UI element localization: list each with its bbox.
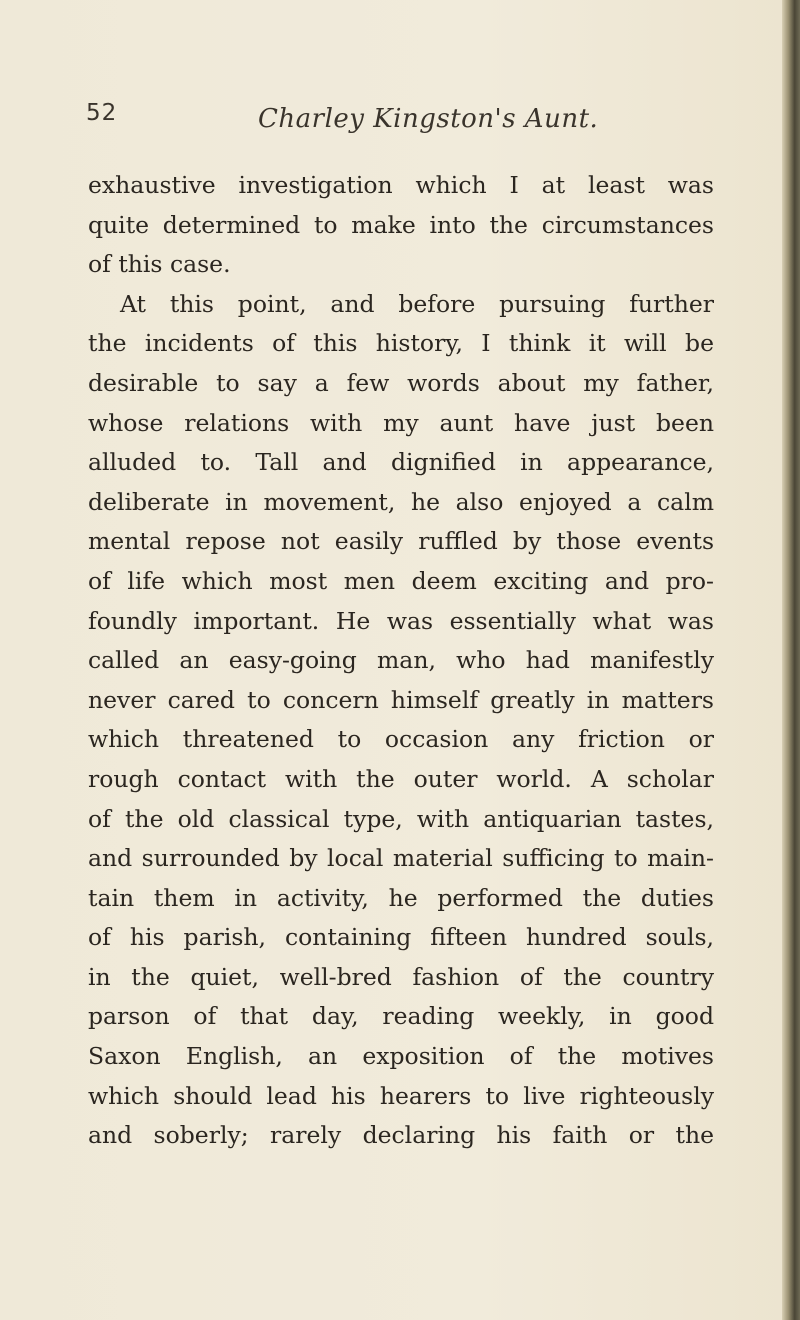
text-line: of this case. (88, 250, 231, 279)
text-line: called an easy-going man, who had manifestly (88, 646, 714, 675)
text-line: and surrounded by local material sufficing to main- (88, 844, 714, 873)
text-line: rough contact with the outer world. A scholar (88, 764, 714, 793)
text-line: mental repose not easily ruffled by those events (88, 527, 714, 556)
text-line: parson of that day, reading weekly, in good (88, 1002, 714, 1031)
text-line: foundly important. He was essentially what was (88, 606, 714, 635)
text-line: At this point, and before pursuing further (120, 289, 714, 318)
text-line: the incidents of this history, I think it will be (88, 329, 714, 358)
text-line: Saxon English, an exposition of the motives (88, 1042, 714, 1071)
text-line: whose relations with my aunt have just been (88, 408, 714, 437)
text-line: exhaustive investigation which I at least was (88, 171, 714, 199)
text-line: alluded to. Tall and dignified in appearance, (88, 448, 714, 477)
text-line: of his parish, containing fifteen hundred souls, (88, 923, 714, 952)
text-line: and soberly; rarely declaring his faith or the (88, 1121, 714, 1150)
text-line: deliberate in movement, he also enjoyed a calm (88, 487, 714, 516)
text-line: never cared to concern himself greatly in matters (88, 685, 714, 714)
text-line: desirable to say a few words about my father, (88, 368, 714, 397)
text-line: of life which most men deem exciting and pro- (88, 566, 714, 595)
text-line: of the old classical type, with antiquarian tastes, (88, 804, 714, 833)
page-number: 52 (86, 100, 118, 126)
text-line: quite determined to make into the circumstances (88, 210, 714, 239)
page-edge (782, 0, 800, 1320)
text-line: tain them in activity, he performed the duties (88, 883, 714, 912)
text-line: in the quiet, well-bred fashion of the country (88, 962, 714, 991)
running-title: Charley Kingston's Aunt. (258, 104, 599, 134)
text-line: which threatened to occasion any friction or (88, 725, 714, 754)
body-text (88, 166, 714, 1156)
text-line: which should lead his hearers to live righteously (88, 1081, 714, 1110)
